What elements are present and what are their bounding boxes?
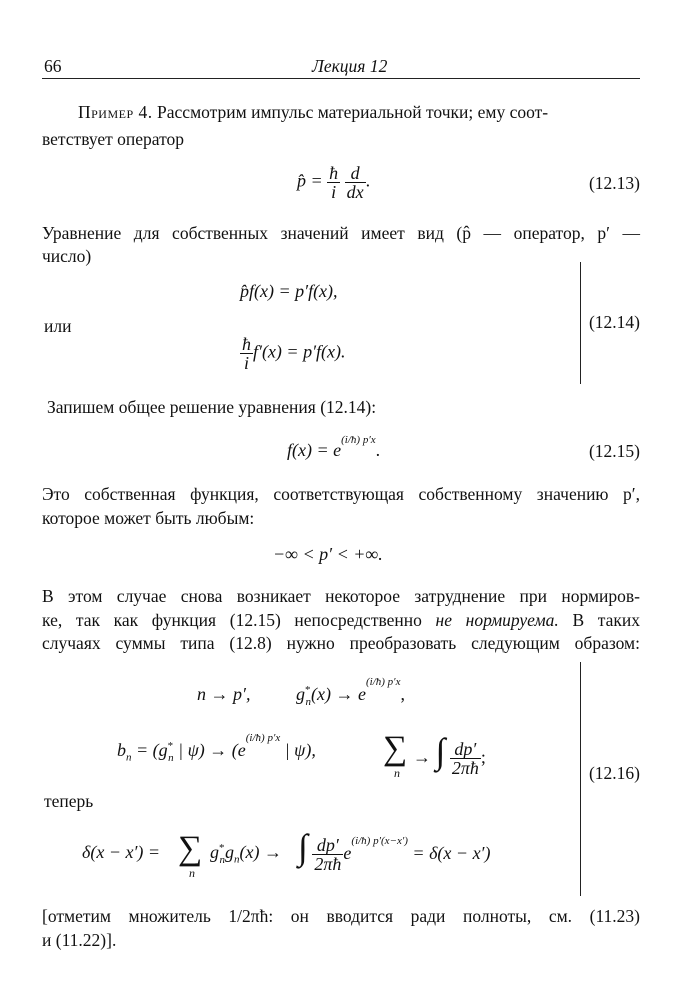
eq-12-16-row-3-sum-symbol: ∑ bbox=[178, 830, 203, 867]
eq-12-14-bracket bbox=[580, 262, 581, 384]
eq-12-16-row-2-int bbox=[413, 730, 486, 777]
eq-12-13-frac2-den: dx bbox=[346, 182, 364, 202]
eq-12-13-frac2-num: d bbox=[345, 164, 366, 183]
eq-12-13-end: . bbox=[365, 170, 371, 191]
eq-12-16-frac-num: dp′ bbox=[450, 740, 481, 759]
eq-12-16-star: * bbox=[305, 684, 311, 696]
eq-12-16-connector: теперь bbox=[44, 791, 94, 811]
eq-12-16-row-3-lhs: δ(x − x′) = bbox=[82, 842, 161, 862]
eq-12-16-row-2-rest2: | ψ) → (e bbox=[178, 740, 246, 760]
para-note-line-1: [отметим множитель 1/2πħ: он вводится ради полноты, см. (11.23) bbox=[42, 906, 640, 926]
eq-12-16-row-1-end: , bbox=[400, 684, 405, 704]
eq-12-16-row-2-end-a: | ψ), bbox=[284, 740, 316, 760]
eq-12-16-b-sub: n bbox=[126, 751, 132, 764]
para-eigenfunction-line-2: которое может быть любым: bbox=[42, 508, 255, 528]
equation-12-13 bbox=[297, 164, 370, 201]
eq-12-14-line-1: p̂f(x) = p′f(x), bbox=[240, 281, 338, 301]
eq-12-16-row-3-g1-sub: n bbox=[219, 853, 225, 866]
eq-12-16-row-3-frac bbox=[312, 836, 343, 873]
eq-12-16-frac-den: 2πħ bbox=[451, 758, 479, 779]
eq-12-16-g-sub-2: n bbox=[168, 751, 174, 764]
eq-12-13-lhs: p̂ = bbox=[297, 170, 323, 191]
eq-12-16-row-3-frac-num: dp′ bbox=[312, 836, 343, 855]
eq-12-16-row-3-int bbox=[298, 826, 491, 873]
eq-12-16-row-2-end: ; bbox=[480, 747, 486, 767]
para-note-line-2: и (11.22)]. bbox=[42, 930, 117, 950]
para-norm-line-2-a: ке, так как функция (12.15) непосредственно bbox=[42, 610, 422, 630]
eq-12-16-row-3-mid-end: (x) → bbox=[239, 842, 282, 862]
example-line-2: ветствует оператор bbox=[42, 129, 185, 149]
example-label: Пример 4. bbox=[78, 102, 153, 122]
eq-12-16-row-1a: n → p′, bbox=[197, 684, 251, 704]
eq-12-15-end: . bbox=[375, 440, 381, 460]
eq-12-16-row-3-star: * bbox=[219, 842, 225, 854]
eq-12-16-row-3-frac-den: 2πħ bbox=[314, 854, 342, 875]
eq-12-16-row-2-exp: (i/ħ) p′x bbox=[245, 732, 281, 744]
eq-12-16-sum-symbol: ∑ bbox=[383, 730, 408, 767]
eq-12-13-frac-hbar-i bbox=[327, 164, 340, 201]
eq-12-16-row-1-exp: (i/ħ) p′x bbox=[365, 676, 401, 688]
eq-12-16-row-1b-rest: (x) → e bbox=[311, 684, 366, 704]
para-general: Запишем общее решение уравнения (12.14): bbox=[47, 397, 377, 417]
eq-12-16-row-3-e: e bbox=[343, 843, 352, 863]
eq-12-16-g: g bbox=[296, 684, 305, 704]
para-eigen-line-2: число) bbox=[42, 246, 92, 266]
range-expression: −∞ < p′ < +∞. bbox=[273, 544, 383, 564]
eq-12-15-lhs: f(x) = e bbox=[287, 440, 342, 460]
para-norm-line-3: случаях суммы типа (12.8) нужно преобразовать следующим образом: bbox=[42, 633, 640, 653]
eq-number-12-15: (12.15) bbox=[588, 441, 640, 461]
eq-12-16-row-3-integral: ∫ bbox=[298, 827, 308, 867]
eq-12-16-row-3-g1: g bbox=[210, 842, 219, 862]
para-eigen-line-1: Уравнение для собственных значений имеет вид (p̂ — оператор, p′ — bbox=[42, 223, 640, 243]
eq-12-16-arrow: → bbox=[413, 747, 431, 767]
eq-12-16-row-3-g2: g bbox=[225, 842, 234, 862]
para-norm-emphasis: не нормируема. bbox=[435, 610, 559, 630]
header-rule bbox=[42, 78, 640, 79]
eq-12-16-integral: ∫ bbox=[435, 731, 446, 771]
eq-12-16-row-3-g2-sub: n bbox=[234, 853, 240, 866]
eq-12-14-line-2-rest: f′(x) = p′f(x). bbox=[253, 341, 346, 362]
para-norm-line-2-b: В таких bbox=[572, 610, 641, 630]
eq-12-16-bracket bbox=[580, 662, 581, 896]
eq-12-16-g-sub: n bbox=[305, 695, 311, 708]
para-eigenfunction-line-1: Это собственная функция, соответствующая собственному значению p′, bbox=[42, 484, 640, 504]
eq-12-16-row-2-rest: = (g bbox=[136, 740, 168, 760]
eq-12-14-line-2 bbox=[240, 335, 345, 372]
eq-12-16-row-3-rhs: = δ(x − x′) bbox=[412, 843, 491, 863]
example-text: Рассмотрим импульс материальной точки; ему соот- bbox=[157, 102, 549, 122]
page-number: 66 bbox=[44, 56, 62, 76]
running-title: Лекция 12 bbox=[312, 56, 388, 76]
eq-12-13-frac1-num: ħ bbox=[329, 163, 339, 183]
eq-12-16-row-1b bbox=[296, 676, 405, 708]
eq-12-15-exponent: (i/ħ) p′x bbox=[341, 434, 376, 446]
eq-12-14-frac-num: ħ bbox=[242, 334, 251, 354]
para-norm-line-1: В этом случае снова возникает некоторое затруднение при нормиров- bbox=[42, 586, 640, 606]
eq-12-16-row-3-mid bbox=[210, 842, 282, 866]
eq-12-16-row-3-exp: (i/ħ) p′(x−x′) bbox=[351, 835, 408, 847]
eq-number-12-13: (12.13) bbox=[588, 173, 640, 193]
eq-12-13-frac1-den: i bbox=[331, 182, 337, 202]
equation-12-15 bbox=[287, 434, 381, 461]
eq-12-14-frac-den: i bbox=[243, 353, 249, 373]
eq-12-16-b: b bbox=[117, 740, 126, 760]
example-line-1 bbox=[78, 99, 548, 125]
eq-12-14-connector: или bbox=[44, 316, 72, 336]
eq-12-16-row-3-sum-sub: n bbox=[189, 866, 195, 880]
eq-12-14-frac bbox=[240, 335, 253, 372]
eq-12-16-row-2a bbox=[117, 732, 316, 764]
eq-12-16-frac bbox=[450, 740, 481, 777]
eq-12-16-star-2: * bbox=[167, 740, 174, 752]
eq-12-13-frac-d-dx bbox=[345, 164, 366, 201]
eq-12-16-sum-sub: n bbox=[394, 766, 400, 780]
eq-number-12-16: (12.16) bbox=[588, 763, 640, 783]
eq-number-12-14: (12.14) bbox=[588, 312, 640, 332]
